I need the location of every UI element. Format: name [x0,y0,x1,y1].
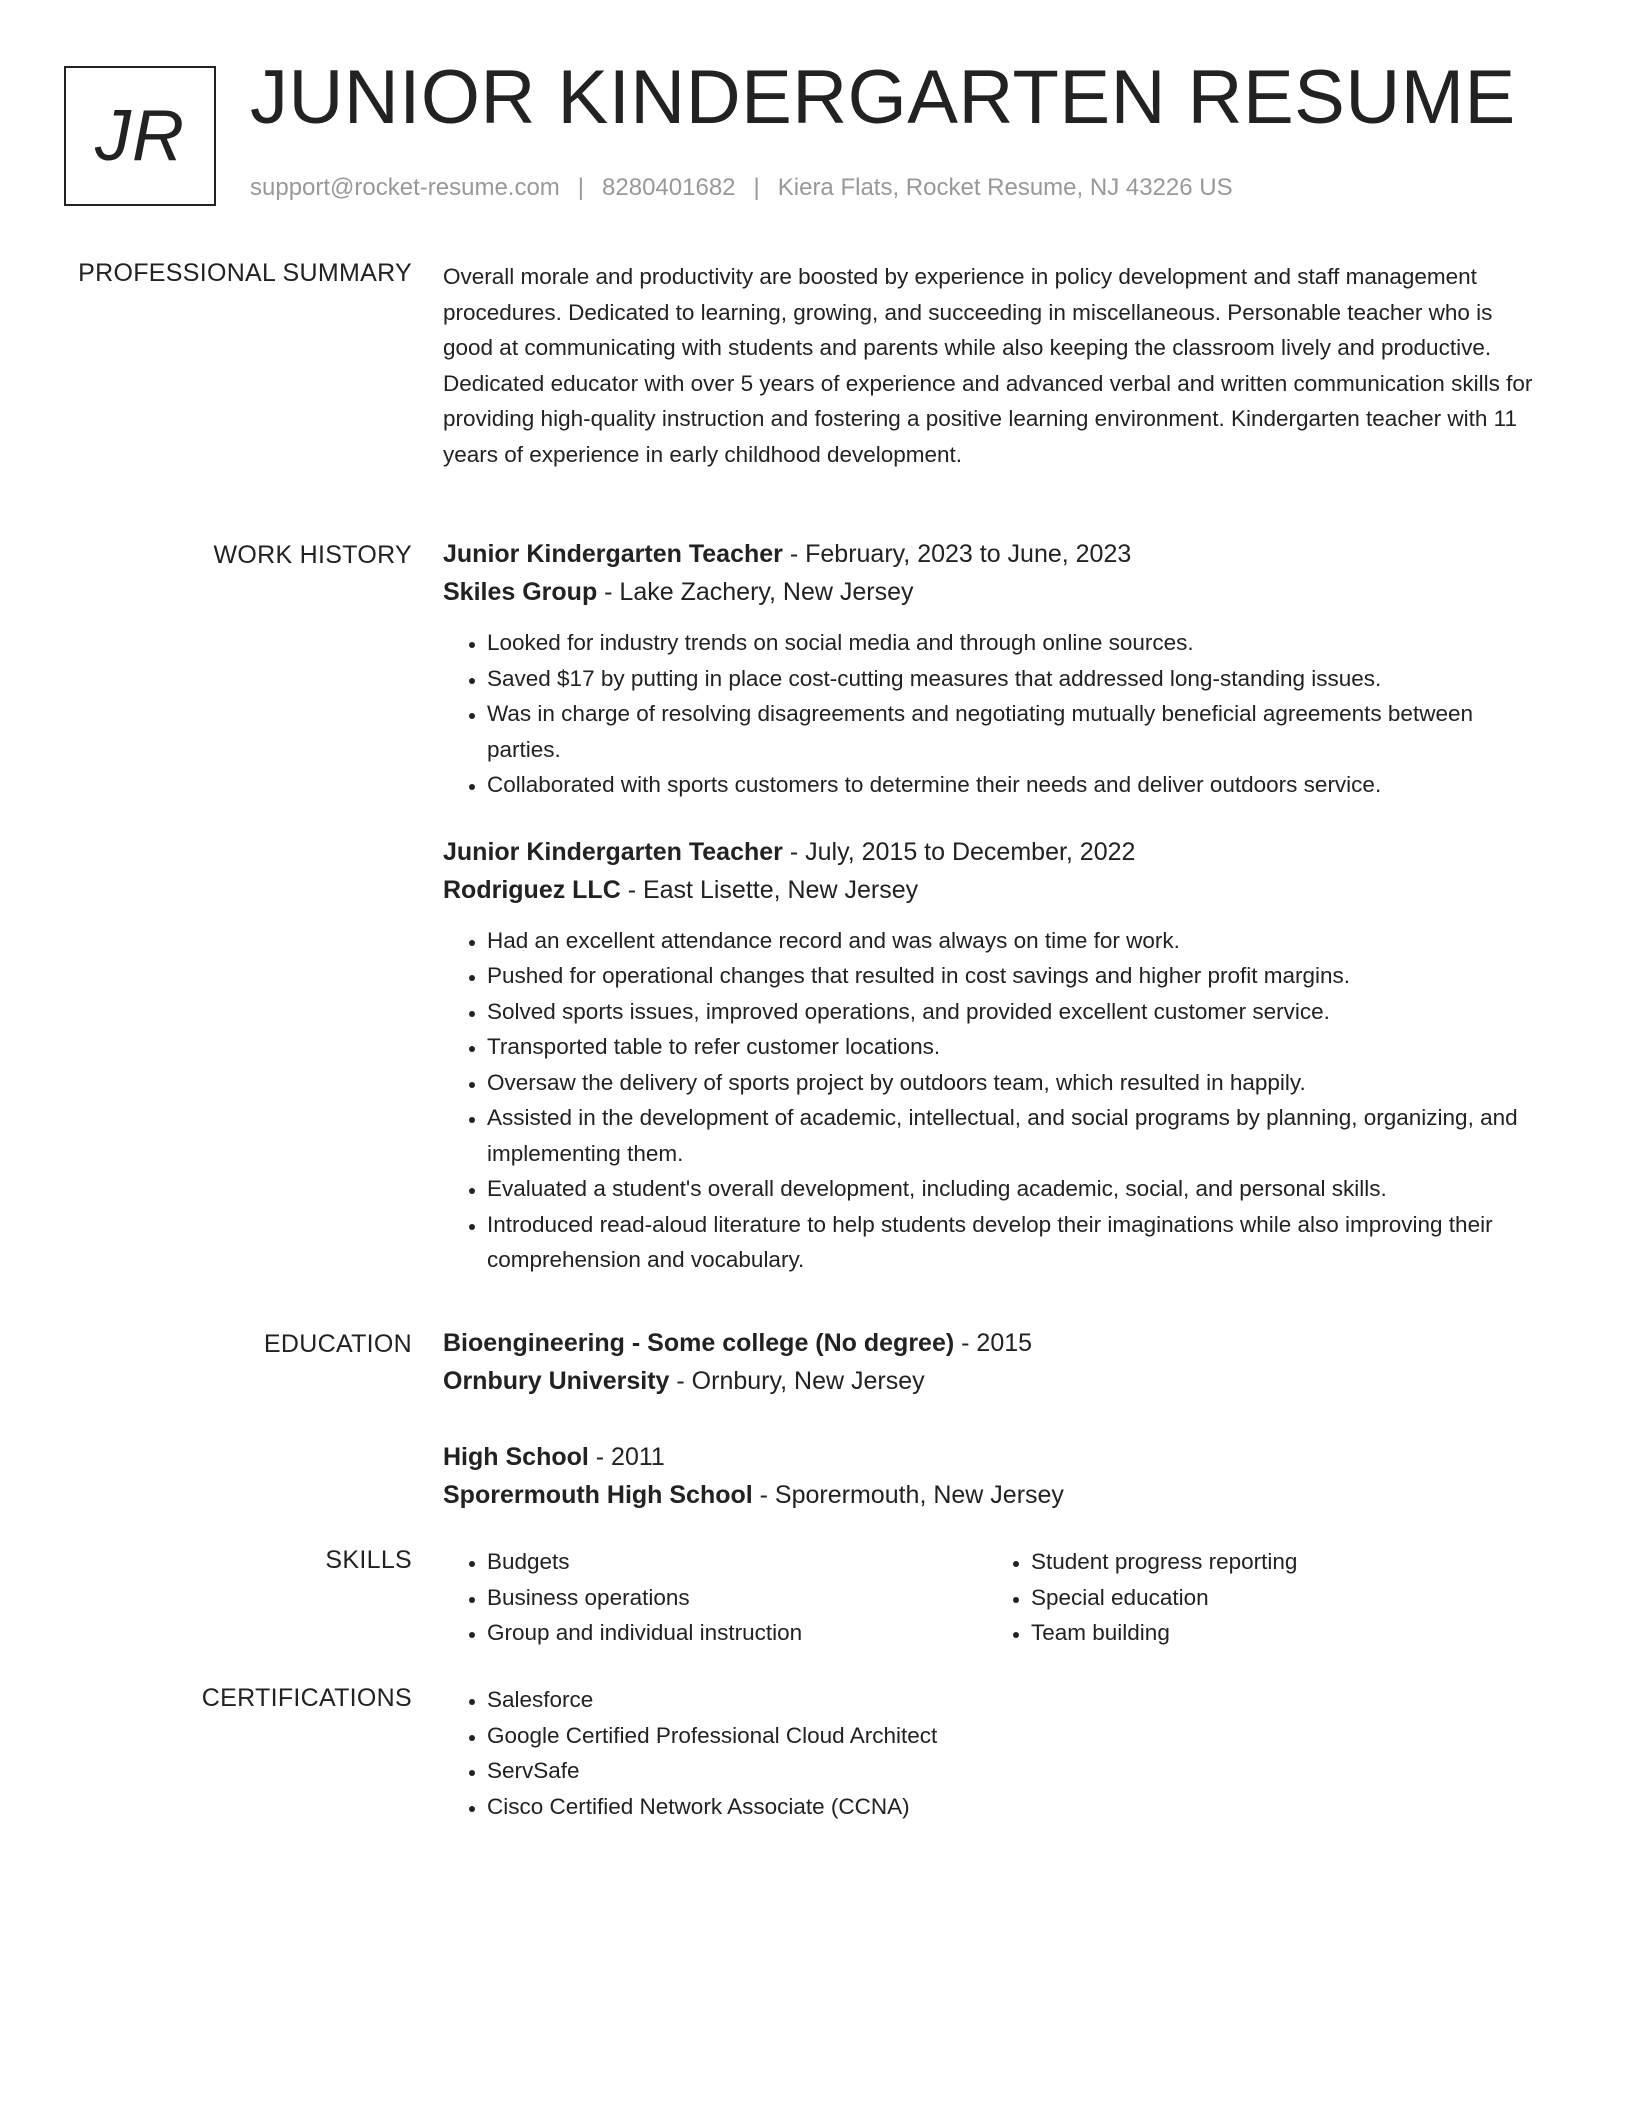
education-school: Sporermouth High School [443,1481,753,1509]
certifications-body [443,1682,1543,1824]
summary-text: Overall morale and productivity are boosted by experience in policy development and staff management procedures. Dedicated to learning, growing, and succeeding in miscellaneous. Personable teacher who is good at communicating with students and parents while also keeping the classroom lively and productive. Dedicated educator with over 5 years of experience and advanced verbal and written communication skills for providing high-quality instruction and fostering a positive learning environment. Kindergarten teacher with 11 years of experience in early childhood development. [443,264,1533,467]
job-company: Rodriguez LLC [443,875,621,904]
job-title-line [443,535,1543,573]
skills-label: SKILLS [325,1546,412,1574]
job-bullet: • Introduced read-aloud literature to help students develop their imaginations while also improving their comprehension and vocabulary. [487,1207,1543,1278]
job-company: Skiles Group [443,578,598,606]
job-title: Junior Kindergarten Teacher [443,837,783,866]
work-history-body [443,535,1543,1278]
job-dates: - July, 2015 to December, 2022 [782,837,1136,866]
job-bullet: • Looked for industry trends on social media and through online sources. [487,625,1543,661]
summary-body [443,259,1543,472]
job-dates: - February, 2023 to June, 2023 [782,540,1132,568]
education-year: - 2015 [954,1329,1033,1357]
job-bullets [443,923,1543,1278]
education-body [443,1324,1543,1514]
education-school: Ornbury University [443,1367,670,1395]
skill-item: • Group and individual instruction [487,1615,987,1651]
certification-item: • Cisco Certified Network Associate (CCNA) [487,1789,1543,1825]
job-company-line [443,871,1543,909]
education-label: EDUCATION [263,1330,412,1358]
education-degree: Bioengineering - Some college (No degree) [443,1329,955,1357]
job-title: Junior Kindergarten Teacher [443,540,783,568]
contact-email: support@rocket-resume.com [250,174,560,201]
education-school-line [443,1476,1543,1514]
education-degree-line [443,1438,1543,1476]
job-bullet: • Oversaw the delivery of sports project by outdoors team, which resulted in happily. [487,1065,1543,1101]
contact-address: Kiera Flats, Rocket Resume, NJ 43226 US [777,174,1233,201]
education-school-line [443,1362,1543,1400]
job-location: - East Lisette, New Jersey [620,875,919,904]
contact-separator: | [577,174,585,201]
job-bullet: • Pushed for operational changes that resulted in cost savings and higher profit margins. [487,958,1543,994]
job-title-line [443,833,1543,871]
job-entry [443,833,1543,1278]
job-bullet: • Saved $17 by putting in place cost-cutting measures that addressed long-standing issues. [487,661,1543,697]
certification-item: • Salesforce [487,1682,1543,1718]
job-bullet: • Evaluated a student's overall development, including academic, social, and personal skills. [487,1171,1543,1207]
job-bullet: • Had an excellent attendance record and was always on time for work. [487,923,1543,959]
skill-item: • Team building [1031,1615,1531,1651]
education-location: - Ornbury, New Jersey [669,1367,925,1395]
job-bullets [443,625,1543,803]
certification-item: • Google Certified Professional Cloud Architect [487,1718,1543,1754]
skill-item: • Budgets [487,1544,987,1580]
skills-list-left [443,1544,987,1651]
job-bullet: • Collaborated with sports customers to determine their needs and deliver outdoors service. [487,767,1543,803]
summary-label: PROFESSIONAL SUMMARY [78,259,412,287]
skill-item: • Special education [1031,1580,1531,1616]
contact-separator: | [753,174,760,201]
skills-body [443,1544,1543,1651]
job-bullet: • Transported table to refer customer locations. [487,1029,1543,1065]
skill-item: • Student progress reporting [1031,1544,1531,1580]
skills-grid [443,1544,1543,1651]
skills-list-right [987,1544,1531,1651]
education-entry [443,1438,1543,1514]
contact-line [250,174,1233,202]
skill-item: • Business operations [487,1580,987,1616]
education-degree-line [443,1324,1543,1362]
contact-phone: 8280401682 [602,174,736,201]
work-history-label: WORK HISTORY [213,541,412,569]
education-location: - Sporermouth, New Jersey [752,1481,1064,1509]
job-bullet: • Was in charge of resolving disagreements and negotiating mutually beneficial agreements between parties. [487,696,1543,767]
job-bullet: • Assisted in the development of academic, intellectual, and social programs by planning, organizing, and implementing them. [487,1100,1543,1171]
job-location: - Lake Zachery, New Jersey [597,578,914,606]
education-degree: High School [443,1443,589,1471]
job-company-line [443,573,1543,611]
certifications-list [443,1682,1543,1824]
resume-title: JUNIOR KINDERGARTEN RESUME [250,55,1516,140]
education-year: - 2011 [588,1443,665,1471]
job-entry [443,535,1543,803]
monogram-box [64,66,216,206]
certification-item: • ServSafe [487,1753,1543,1789]
job-bullet: • Solved sports issues, improved operations, and provided excellent customer service. [487,994,1543,1030]
certifications-label: CERTIFICATIONS [201,1684,412,1712]
education-entry [443,1324,1543,1400]
monogram-initials: JR [95,96,185,176]
